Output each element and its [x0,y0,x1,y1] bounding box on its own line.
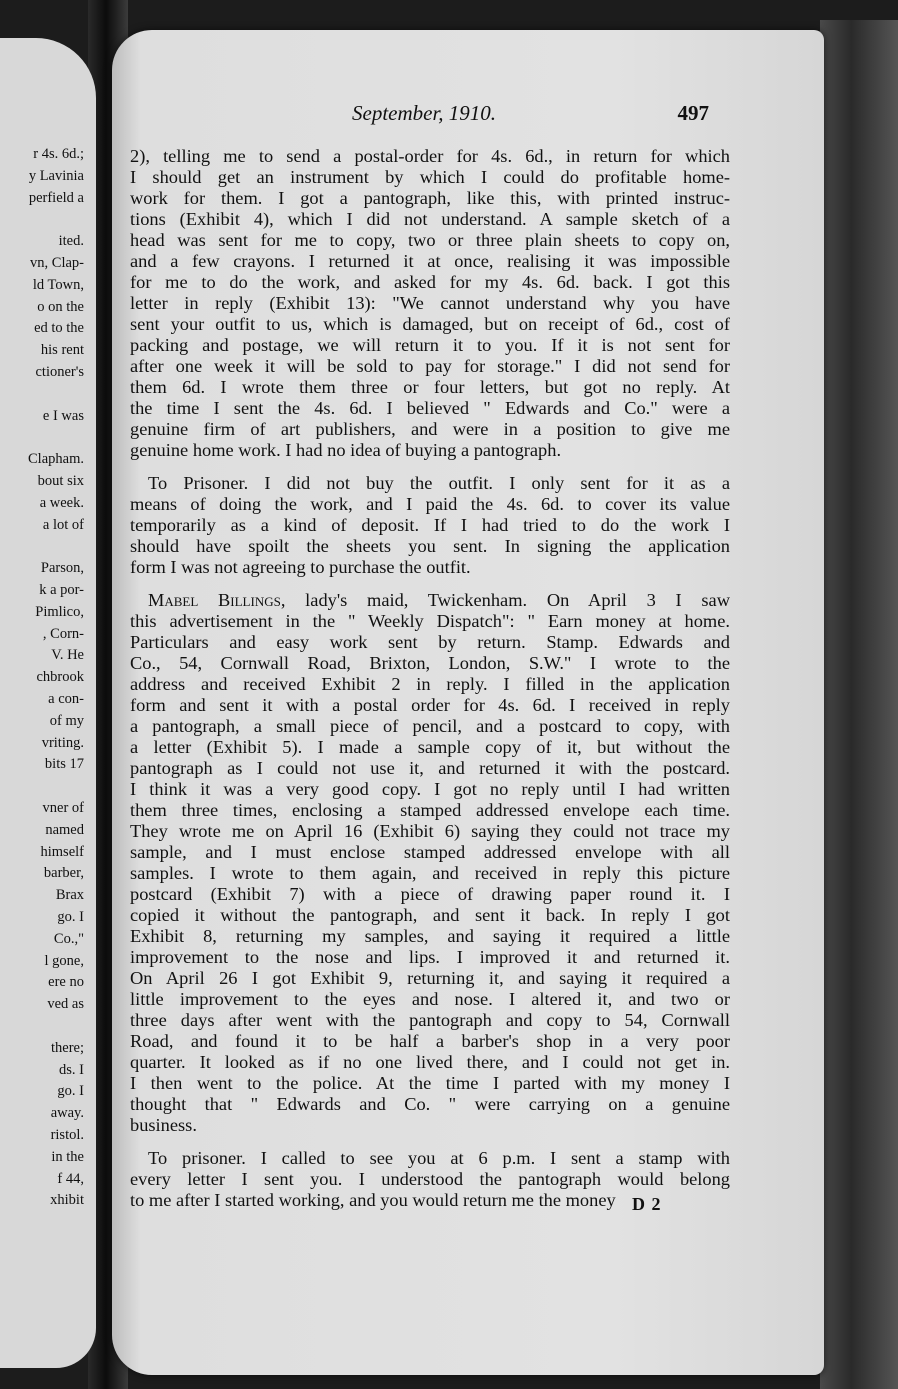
left-page-fragment: perfield a [28,189,84,206]
text-line: To Prisoner. I did not buy the outfit. I only sent for it as a [148,473,730,493]
left-page-fragment: of my [49,712,84,729]
text-line: Co., 54, Cornwall Road, Brixton, London, S.W." I wrote to the [130,653,730,673]
text-line: thought that " Edwards and Co. " were carrying on a genuine [130,1094,730,1114]
left-page-fragment: his rent [40,342,84,359]
text-line: 2), telling me to send a postal-order for 4s. 6d., in return for which [130,146,730,166]
text-line: work for them. I got a pantograph, like this, with printed instruc- [130,188,730,208]
text-line: and a few crayons. I returned it at once, realising it was impossible [130,251,730,271]
left-page-fragment: k a por- [39,582,84,598]
witness-name: Mabel Billings [148,590,281,610]
left-page-fragment: ere no [48,974,84,991]
left-page-fragment: o on the [37,298,84,315]
text-line: after one week it will be sold to pay for storage." I did not send for [130,356,730,376]
text-line: Road, and found it to be half a barber's shop in a very poor [130,1031,730,1051]
left-page-fragment: Parson, [40,560,84,577]
left-page-fragment: xhibit [50,1192,84,1209]
left-page-fragment: chbrook [36,669,84,686]
left-page-fragment: ited. [58,233,84,250]
text-line: means of doing the work, and I paid the 4s. 6d. to cover its value [130,494,730,514]
text-line: postcard (Exhibit 7) with a piece of drawing paper round it. I [130,884,730,904]
text-line-rest: , lady's maid, Twickenham. On April 3 I saw [280,590,730,610]
text-line: quarter. It looked as if no one lived there, and I could not get in. [130,1052,730,1072]
text-line: genuine firm of art publishers, and were in a position to give me [130,419,730,439]
running-header [350,101,715,131]
text-line: Exhibit 8, returning my samples, and saying it required a little [130,926,730,946]
text-line: To prisoner. I called to see you at 6 p.m. I sent a stamp with [148,1148,730,1168]
left-page-fragment: Co.," [53,930,84,947]
paragraph-gap [130,578,730,590]
signature-mark: D 2 [632,1194,662,1214]
text-line: the time I sent the 4s. 6d. I believed " Edwards and Co." were a [130,398,730,418]
left-page-fragment: , Corn- [42,625,84,642]
left-page-fragment: ds. I [59,1061,84,1078]
text-line: this advertisement in the " Weekly Dispatch": " Earn money at home. [130,611,730,631]
left-page-fragment: Clapham. [28,451,84,468]
text-line: sent your outfit to us, which is damaged, but on receipt of 6d., cost of [130,314,730,334]
left-page-fragment: l gone, [44,952,84,969]
text-line: them three times, enclosing a stamped addressed envelope each time. [130,800,730,820]
running-title: September, 1910. [352,101,497,125]
paragraph-gap [130,1136,730,1148]
paragraph [130,146,730,461]
text-line: packing and postage, we will return it to you. If it is not sent for [130,335,730,355]
left-page-fragment: ctioner's [35,364,84,380]
left-page-fragment: ved as [47,996,84,1013]
text-line: should have spoilt the sheets you sent. In signing the application [130,536,730,556]
text-line: copied it without the pantograph, and sent it back. In reply I got [130,905,730,925]
left-page-fragment: there; [50,1039,84,1056]
left-page-fragment: go. I [57,909,84,925]
text-line: Particulars and easy work sent by return. Stamp. Edwards and [130,632,730,652]
left-page [0,38,96,1368]
paragraph [130,590,730,1136]
text-line: head was sent for me to copy, two or three plain sheets to copy on, [130,230,730,250]
text-line [130,590,730,611]
text-line: improvement to the nose and lips. I improved it and returned it. [130,947,730,967]
left-page-fragment: vner of [42,800,84,816]
text-line: a letter (Exhibit 5). I made a sample copy of it, but without the [130,737,730,757]
text-line: I then went to the police. At the time I parted with my money I [130,1073,730,1093]
left-page-fragment: in the [51,1148,84,1165]
text-line: to me after I started working, and you would return me the money [130,1190,616,1210]
left-page-fragment: go. I [57,1083,84,1100]
left-page-fragment: a lot of [42,516,84,533]
text-line: three days after went with the pantograph and copy to 54, Cornwall [130,1010,730,1030]
text-line: form I was not agreeing to purchase the outfit. [130,557,471,577]
left-page-fragment: y Lavinia [28,167,84,184]
left-page-fragment: a con- [48,691,84,707]
text-line: I should get an instrument by which I could do profitable home- [130,167,730,187]
left-page-fragment: bits 17 [44,756,84,773]
left-page-fragment: V. He [51,647,84,664]
text-line: business. [130,1115,197,1135]
text-line: tions (Exhibit 4), which I did not understand. A sample sketch of a [130,209,730,229]
text-line: samples. I wrote to them again, and received in reply this picture [130,863,730,883]
left-page-fragment: vriting. [41,734,84,751]
left-page-fragment: r 4s. 6d.; [33,146,84,162]
left-page-fragment: f 44, [57,1170,84,1187]
text-line: pantograph as I could not use it, and returned it with the postcard. [130,758,730,778]
text-line: sample, and I must enclose stamped addressed envelope with all [130,842,730,862]
text-line: for me to do the work, and asked for my 4s. 6d. back. I got this [130,272,730,292]
left-page-fragment: ed to the [34,320,84,337]
left-page-fragment: barber, [43,865,84,882]
text-line: them 6d. I wrote them three or four letters, but got no reply. At [130,377,730,397]
left-page-fragment: e I was [42,407,84,424]
text-line: They wrote me on April 16 (Exhibit 6) saying they could not trace my [130,821,730,841]
left-page-fragment: vn, Clap- [30,255,84,271]
text-line: On April 26 I got Exhibit 9, returning it, and saying it required a [130,968,730,988]
left-page-fragment: bout six [37,473,84,489]
left-page-fragment: himself [40,843,84,860]
page-number: 497 [677,101,709,125]
paragraph [130,473,730,578]
text-line: temporarily as a kind of deposit. If I had tried to do the work I [130,515,730,535]
text-line: every letter I sent you. I understood the pantograph would belong [130,1169,730,1189]
text-line: letter in reply (Exhibit 13): "We cannot understand why you have [130,293,730,313]
text-line: address and received Exhibit 2 in reply. I filled in the application [130,674,730,694]
text-line: genuine home work. I had no idea of buying a pantograph. [130,440,562,460]
left-page-fragment: away. [50,1105,84,1122]
left-page-fragment: Brax [55,887,84,904]
left-page-fragment: named [45,821,84,838]
paragraph-gap [130,461,730,473]
page-body [130,146,730,1211]
text-line: form and sent it with a postal order for 4s. 6d. I received in reply [130,695,730,715]
text-line: I think it was a very good copy. I got no reply until I had written [130,779,730,799]
left-page-fragment: Pimlico, [35,603,84,620]
left-page-fragment: ld Town, [32,276,84,293]
text-line: a pantograph, a small piece of pencil, and a postcard to copy, with [130,716,730,736]
left-page-fragment: ristol. [50,1127,84,1143]
left-page-fragment: a week. [39,494,84,511]
page-edge-shadow [820,20,898,1389]
text-line: little improvement to the eyes and nose. I altered it, and two or [130,989,730,1009]
